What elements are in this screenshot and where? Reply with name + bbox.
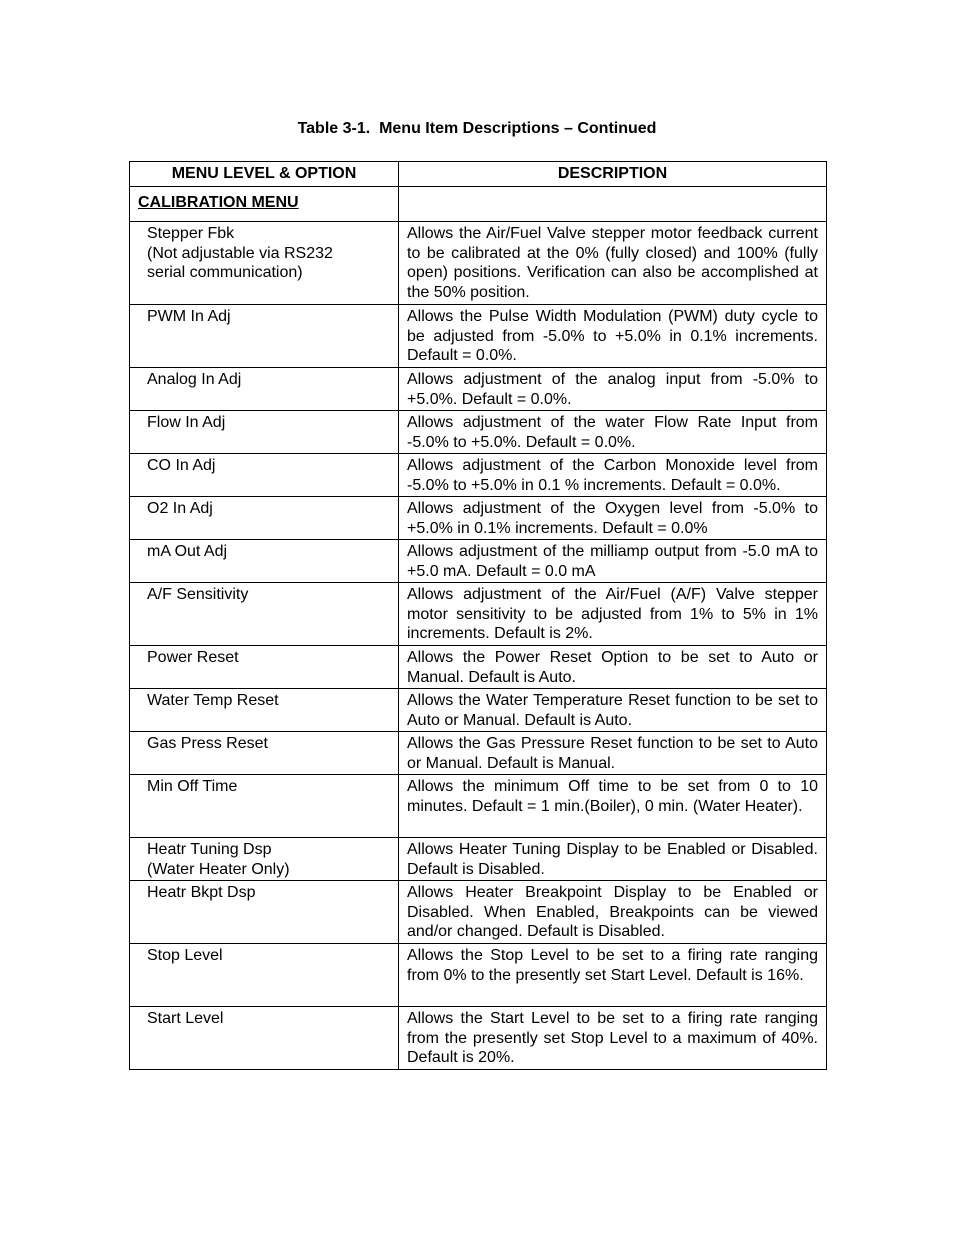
table-caption: Table 3-1. Menu Item Descriptions – Continued [297,120,657,137]
description-cell: Allows the Pulse Width Modulation (PWM) duty cycle to be adjusted from -5.0% to +5.0% in 0.1% increments. Default = 0.0%. [399,305,827,368]
table-row [130,454,827,497]
menu-option-cell [130,732,399,775]
description-cell: Allows Heater Breakpoint Display to be Enabled or Disabled. When Enabled, Breakpoints can be viewed and/or changed. Default is Disabled. [399,881,827,944]
description-cell: Allows adjustment of the analog input from -5.0% to +5.0%. Default = 0.0%. [399,368,827,411]
menu-option-cell [130,368,399,411]
description-cell: Allows the Power Reset Option to be set to Auto or Manual. Default is Auto. [399,646,827,689]
menu-option-cell [130,540,399,583]
menu-option-text: A/F Sensitivity [147,586,249,603]
menu-option-cell [130,583,399,646]
table-row [130,497,827,540]
menu-option-text: Stop Level [147,947,223,964]
section-row [130,187,827,222]
description-cell: Allows adjustment of the milliamp output from -5.0 mA to +5.0 mA. Default = 0.0 mA [399,540,827,583]
menu-option-cell [130,222,399,305]
menu-option-text: Heatr Tuning Dsp [147,841,272,858]
description-cell: Allows the Stop Level to be set to a firing rate ranging from 0% to the presently set Start Level. Default is 16%. [399,944,827,1007]
table-row [130,944,827,1007]
table-row [130,368,827,411]
menu-option-cell [130,646,399,689]
menu-option-cell [130,881,399,944]
description-cell: Allows the Gas Pressure Reset function to be set to Auto or Manual. Default is Manual. [399,732,827,775]
menu-item-descriptions-table [129,161,827,1070]
column-header-description: DESCRIPTION [399,162,827,187]
table-row [130,646,827,689]
menu-option-cell [130,944,399,1007]
description-cell: Allows the Start Level to be set to a firing rate ranging from the presently set Stop Level to a maximum of 40%. Default is 20%. [399,1007,827,1070]
table-row [130,583,827,646]
menu-option-text: CO In Adj [147,457,216,474]
menu-option-cell [130,411,399,454]
table-row [130,689,827,732]
table-row [130,222,827,305]
menu-option-text: Gas Press Reset [147,735,268,752]
table-row [130,540,827,583]
description-cell: Allows the Air/Fuel Valve stepper motor feedback current to be calibrated at the 0% (fully closed) and 100% (fully open) positions. Verification can also be accomplished at the 50% position. [399,222,827,305]
table-row [130,305,827,368]
description-cell: Allows the Water Temperature Reset function to be set to Auto or Manual. Default is Auto. [399,689,827,732]
menu-option-text: Power Reset [147,649,239,666]
table-row [130,411,827,454]
menu-option-text: Min Off Time [147,778,238,795]
menu-option-text: Stepper Fbk [147,225,235,242]
menu-option-cell [130,775,399,838]
menu-option-text: Water Temp Reset [147,692,279,709]
menu-option-text: PWM In Adj [147,308,231,325]
description-cell: Allows adjustment of the Oxygen level from -5.0% to +5.0% in 0.1% increments. Default = 0.0% [399,497,827,540]
menu-option-cell [130,454,399,497]
description-cell: Allows Heater Tuning Display to be Enabled or Disabled. Default is Disabled. [399,838,827,881]
menu-option-text: Start Level [147,1010,224,1027]
menu-option-text: mA Out Adj [147,543,228,560]
description-cell: Allows the minimum Off time to be set from 0 to 10 minutes. Default = 1 min.(Boiler), 0 min. (Water Heater). [399,775,827,838]
menu-option-text: Heatr Bkpt Dsp [147,884,256,901]
section-label-calibration-menu: CALIBRATION MENU [130,187,399,222]
menu-option-text: O2 In Adj [147,500,213,517]
column-header-menu-level: MENU LEVEL & OPTION [130,162,399,187]
menu-option-text: serial communication) [147,264,303,282]
section-empty-cell [399,187,827,222]
menu-option-cell [130,838,399,881]
description-cell: Allows adjustment of the Air/Fuel (A/F) Valve stepper motor sensitivity to be adjusted from 1% to 5% in 1% increments. Default is 2%. [399,583,827,646]
description-cell: Allows adjustment of the water Flow Rate Input from -5.0% to +5.0%. Default = 0.0%. [399,411,827,454]
menu-option-cell [130,1007,399,1070]
table-row [130,732,827,775]
menu-option-cell [130,305,399,368]
menu-option-text: Analog In Adj [147,371,242,388]
menu-option-text: (Not adjustable via RS232 [147,244,333,262]
description-cell: Allows adjustment of the Carbon Monoxide level from -5.0% to +5.0% in 0.1 % increments. Default = 0.0%. [399,454,827,497]
table-header-row [130,162,827,187]
menu-option-cell [130,497,399,540]
table-row [130,1007,827,1070]
table-row [130,775,827,838]
menu-option-text: Flow In Adj [147,414,226,431]
table-row [130,838,827,881]
menu-option-cell [130,689,399,732]
table-row [130,881,827,944]
menu-option-text: (Water Heater Only) [147,860,290,878]
